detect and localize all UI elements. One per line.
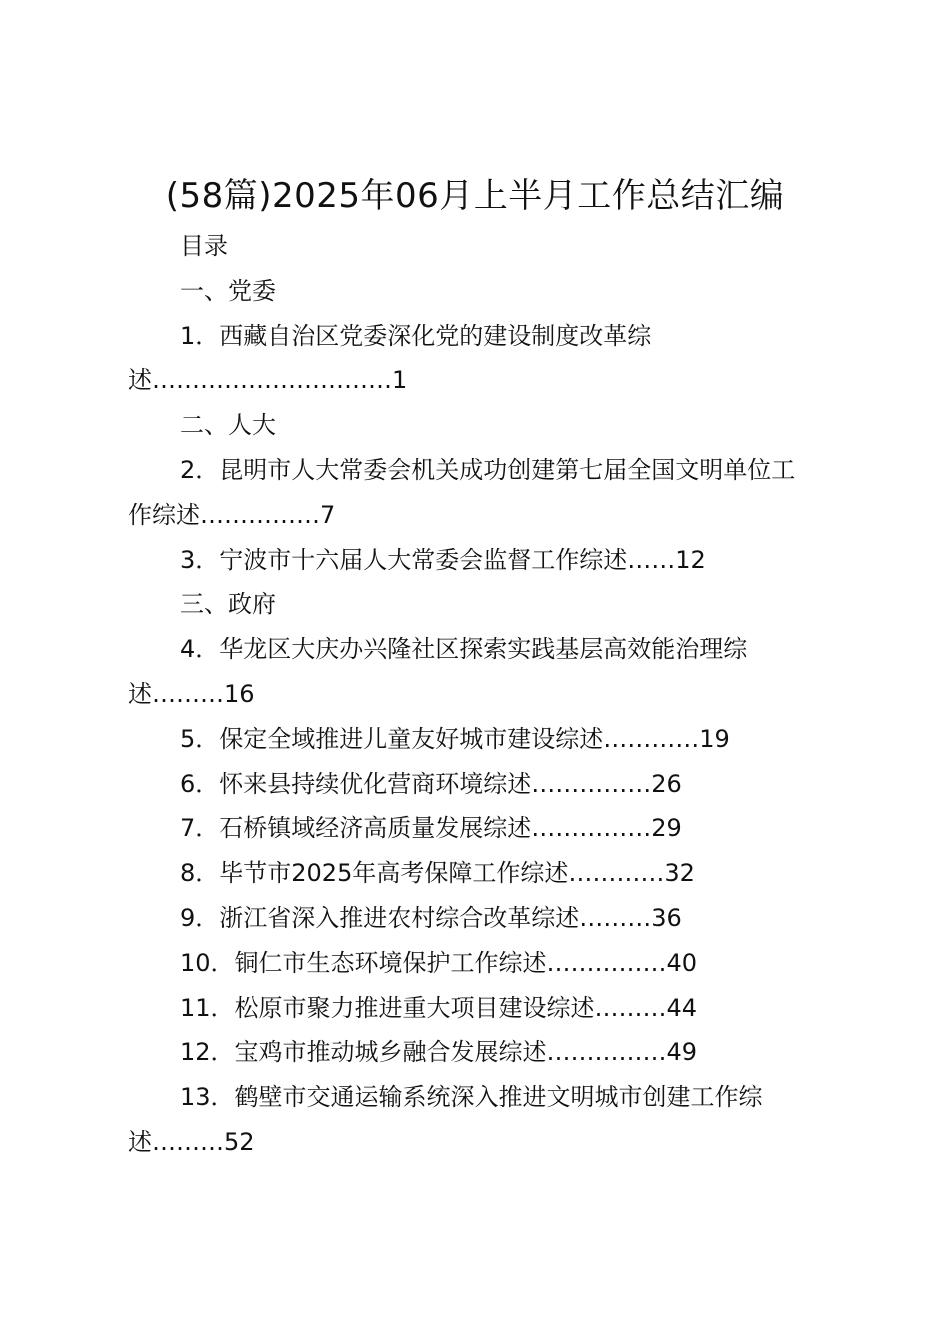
table-of-contents [128, 224, 838, 1165]
toc-entry-1-continuation: 述…………………………1 [128, 366, 408, 395]
toc-entry-1: 1．西藏自治区党委深化党的建设制度改革综 [180, 321, 652, 350]
toc-entry-3: 3．宁波市十六届人大常委会监督工作综述……12 [180, 545, 706, 574]
toc-entry-4: 4．华龙区大庆办兴隆社区探索实践基层高效能治理综 [180, 635, 748, 664]
toc-entry-13: 13．鹤壁市交通运输系统深入推进文明城市创建工作综 [180, 1083, 763, 1112]
toc-entry-2-continuation: 作综述……………7 [128, 500, 336, 529]
document-title: (58篇)2025年06月上半月工作总结汇编 [165, 176, 785, 216]
toc-entry-5: 5．保定全域推进儿童友好城市建设综述…………19 [180, 724, 730, 753]
toc-entry-12: 12．宝鸡市推动城乡融合发展综述……………49 [180, 1038, 698, 1067]
toc-section-peoples-congress: 二、人大 [180, 411, 276, 440]
toc-entry-7: 7．石桥镇域经济高质量发展综述……………29 [180, 814, 682, 843]
toc-entry-11: 11．松原市聚力推进重大项目建设综述………44 [180, 993, 698, 1022]
toc-entry-4-continuation: 述………16 [128, 679, 255, 708]
toc-section-party-committee: 一、党委 [180, 276, 276, 305]
toc-entry-2: 2．昆明市人大常委会机关成功创建第七届全国文明单位工 [180, 455, 796, 484]
toc-entry-9: 9．浙江省深入推进农村综合改革综述………36 [180, 903, 682, 932]
toc-entry-13-continuation: 述………52 [128, 1127, 255, 1156]
toc-heading: 目录 [180, 232, 228, 260]
toc-entry-8: 8．毕节市2025年高考保障工作综述…………32 [180, 859, 695, 888]
toc-section-government: 三、政府 [180, 590, 276, 619]
toc-entry-10: 10．铜仁市生态环境保护工作综述……………40 [180, 948, 698, 977]
toc-entry-6: 6．怀来县持续优化营商环境综述……………26 [180, 769, 682, 798]
